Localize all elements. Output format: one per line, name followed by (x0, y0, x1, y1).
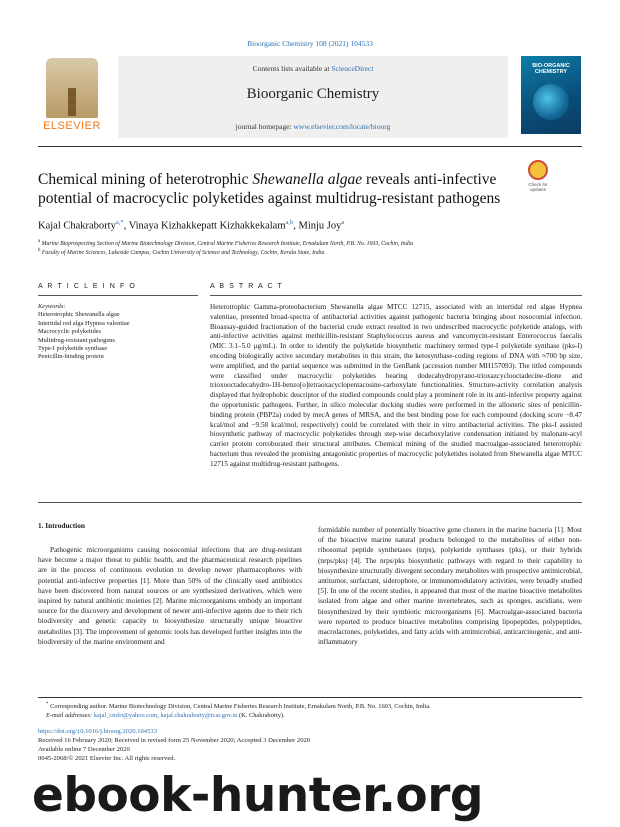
keywords-heading: Keywords: (38, 303, 66, 310)
journal-title: Bioorganic Chemistry (246, 86, 380, 102)
introduction-heading: 1. Introduction (38, 521, 85, 530)
article-info-heading: A R T I C L E I N F O (38, 283, 137, 290)
article-info-rule (38, 295, 198, 296)
email-link-1[interactable]: kajal_cmfri@yahoo.com (93, 712, 158, 720)
masthead-center-box (118, 56, 508, 138)
author-affil-link[interactable]: a (341, 219, 345, 226)
available-online: Available online 7 December 2020 (38, 746, 130, 753)
watermark-text: ebook-hunter.org (32, 770, 484, 822)
crossmark-icon (528, 160, 548, 180)
author-name[interactable]: Kajal Chakraborty (38, 220, 116, 232)
elsevier-logo (38, 56, 106, 136)
copyright: 0045-2068/© 2021 Elsevier Inc. All rights reserved. (38, 755, 176, 762)
affiliation-marker: b (38, 248, 41, 253)
doi-link[interactable]: https://doi.org/10.1016/j.bioorg.2020.104533 (38, 728, 157, 735)
cover-art-icon (533, 84, 569, 120)
email-link-2[interactable]: kajal.chakraborty@icar.gov.in (160, 712, 238, 720)
footnote-line (46, 700, 582, 711)
crossmark-label: Check for updates (528, 182, 548, 192)
affiliation-marker: a (38, 239, 41, 244)
abstract-rule (210, 295, 582, 296)
title-species: Shewanella algae (252, 171, 363, 188)
author-affil-link[interactable]: a,b (285, 219, 294, 226)
footnote-rule (38, 697, 582, 698)
keyword-item: Multidrug-resistant pathogens (38, 336, 115, 344)
article-metadata (38, 727, 582, 763)
abstract-heading: A B S T R A C T (210, 283, 284, 290)
affiliation (38, 239, 582, 247)
author-name[interactable]: Vinaya Kizhakkepatt Kizhakkekalam (128, 220, 286, 232)
sciencedirect-link[interactable]: ScienceDirect (331, 64, 374, 73)
keyword-item: Penicillin-binding protein (38, 353, 104, 361)
email-suffix: (K. Chakraborty). (237, 712, 285, 720)
corresponding-author-footnote (46, 700, 582, 720)
keyword-item: Macrocyclic polyketides (38, 328, 101, 336)
contents-prefix: Contents lists available at (252, 64, 332, 73)
homepage-prefix: journal homepage: (235, 122, 294, 131)
contents-line (118, 64, 508, 73)
elsevier-wordmark: ELSEVIER (43, 120, 101, 132)
author-list: Kajal Chakraborty$^{a,*}$, Vinaya Kizhakkepatt Kizhakkekalam$^{a,b}$, Minju Joy$^a$ (38, 219, 345, 232)
check-for-updates-button[interactable] (524, 160, 552, 190)
masthead-divider (38, 146, 582, 147)
author-name[interactable]: Minju Joy (298, 220, 342, 232)
elsevier-tree-icon (46, 58, 98, 118)
affiliation (38, 248, 582, 256)
received-dates: Received 16 February 2020; Received in revised form 25 November 2020; Accepted 3 December 2020 (38, 737, 311, 744)
paragraph: Pathogenic microorganisms causing nosocomial infections that are drug-resistant have become a major threat to public health, and the pharmaceutical research pipelines are in the process of continuous evolution to develop newer pharmacophores with potential anti-infective properties [1]. More than 50% of the clinically used antibiotics have been discovered from natural sources or are synthesized derivatives, which were inspired by natural antibiotic moieties [2]. Marine microorganisms embody an important source for the discovery and development of newer anti-infective agents due to their rich biodiversity and genetic capacity to biosynthesize structurally unique bioactive metabolites [3]. The improvement of genomic tools has developed further insights into the biodiversity of the marine environment and (38, 545, 302, 646)
affiliation-text: Faculty of Marine Sciences, Lakeside Campus, Cochin University of Science and Technology, Cochin, Kerala State, India (41, 249, 325, 256)
homepage-line (118, 122, 508, 131)
email-label: E-mail addresses: (46, 712, 94, 720)
introduction-column-1 (38, 545, 302, 647)
journal-homepage-link[interactable]: www.elsevier.com/locate/bioorg (293, 122, 391, 131)
corresponding-text: Corresponding author. Marine Biotechnology Division, Central Marine Fisheries Research Institute, Ernakulam North, P.B. No. 1603, Cochin, India. (50, 703, 431, 711)
affiliation-text: Marine Bioprospecting Section of Marine Biotechnology Division, Central Marine Fisheries Research Institute, Ernakulam North, P.B. No. 1603, Cochin, India (41, 240, 413, 247)
keywords-block (38, 303, 198, 362)
footnote-marker: * (46, 702, 49, 707)
paragraph: formidable number of potentially bioactive gene clusters in the marine bacteria [1]. Most of the bioactive marine natural products belonged to the metabolites of either non-ribosomal peptide synthetases (nrps), polyketide synthases (pks), or their hybrids (nrps/pks) [4]. The nrps/pks biosynthetic pathways with regard to their capability to biosynthesize structurally divergent secondary metabolites with prospective antimicrobial, antitumor, surfactant, siderophore, or immunomodulatory activities, were broadly studied [5]. In one of the recent studies, it appeared that most of the marine bioactive metabolites isolated from algae and other marine invertebrates, such as sponges, ascidians, were biosynthesized by their symbiotic microorganisms [6]. Macroalgae-associated bacteria were reported to produce bioactive metabolites comprising lipopeptides, polypeptides, macrolactones, polyketides, and fatty acids with antimicrobial, anticarcinogenic, and anti-inflammatory (318, 525, 582, 647)
article-title (38, 170, 508, 208)
title-part-1: Chemical mining of heterotrophic (38, 171, 253, 188)
journal-masthead (38, 56, 582, 140)
cover-title: BIO-ORGANIC CHEMISTRY (532, 63, 570, 75)
keyword-item: Intertidal red alga Hypnea valentiae (38, 319, 130, 327)
journal-reference[interactable]: Bioorganic Chemistry 108 (2021) 104533 (247, 39, 373, 48)
author-affil-link[interactable]: a,* (115, 219, 124, 226)
email-line (46, 711, 582, 720)
journal-cover-thumbnail (521, 56, 581, 134)
title-part-2: reveals anti-infective potential of macrocyclic polyketides against multidrug-resistant pathogens (38, 171, 501, 207)
introduction-column-2 (318, 525, 582, 647)
abstract-text: Heterotrophic Gamma-proteobacterium Shewanella algae MTCC 12715, associated with an intertidal red algae Hypnea valentiae, presented broad-spectra of antibacterial activities against pathogenic bacteria bringing about nosocomial infection. Bioassay-guided fractionation of the bacterial crude extract resulted in two undescribed macrocyclic polyketide analogs, with anti-infective activities against methicillin-resistant Staphylococcus aureus and vancomycin-resistant Enterococcus faecalis (MIC 3.1–5.0 μg/mL). In order to identify the polyketide biosynthetic machinery termed type-I polyketide synthase (pks-I) encoding biologically active secondary metabolites in this strain, the ketosynthase-coding regions of DNA with ≈700 bp size, were amplified, and the partial sequence was submitted in the GenBank (accession number MH157093). The titled compounds were classified under macrocyclic polyketides bearing dodecahydropyrano-trioxazcyclooctadecine-dione and trioxooctadecahydro-1H-benzo[o]tetraoxacyclopentacosine-carboxylate functionalities. Structure-activity correlation analysis displayed that hydrophobic descriptor of the studied compounds could play a prominent role in its anti-infective property against the opportunistic pathogens. Further, in silico molecular docking studies were performed in the allosteric sites of penicillin-binding protein (PBP2a) coded by mecA genes of MRSA, and the best binding pose for each compound (docking score −8.47 kcal/mol and −9.58 kcal/mol, respectively) could be correlated with their in vitro antibacterial activities. The pks-I assisted biosynthetic pathway of macrocyclic polyketides through step-wise decarboxylative condensation initiated by malonate-acyl carrier protein corroborated their structural attributes. Chemical mining of the studied macroalgae-associated heterotrophic bacterium thus revealed the promising antagonistic properties of macrocyclic polyketides isolated from Shewanella algae MTCC 12715 against multidrug-resistant pathogens. (210, 303, 582, 468)
keyword-item: Heterotrophic Shewanella algae (38, 311, 120, 319)
abstract-bottom-rule (38, 502, 582, 503)
keyword-item: Type-I polyketide synthase (38, 345, 108, 353)
email-separator: , (157, 712, 161, 720)
